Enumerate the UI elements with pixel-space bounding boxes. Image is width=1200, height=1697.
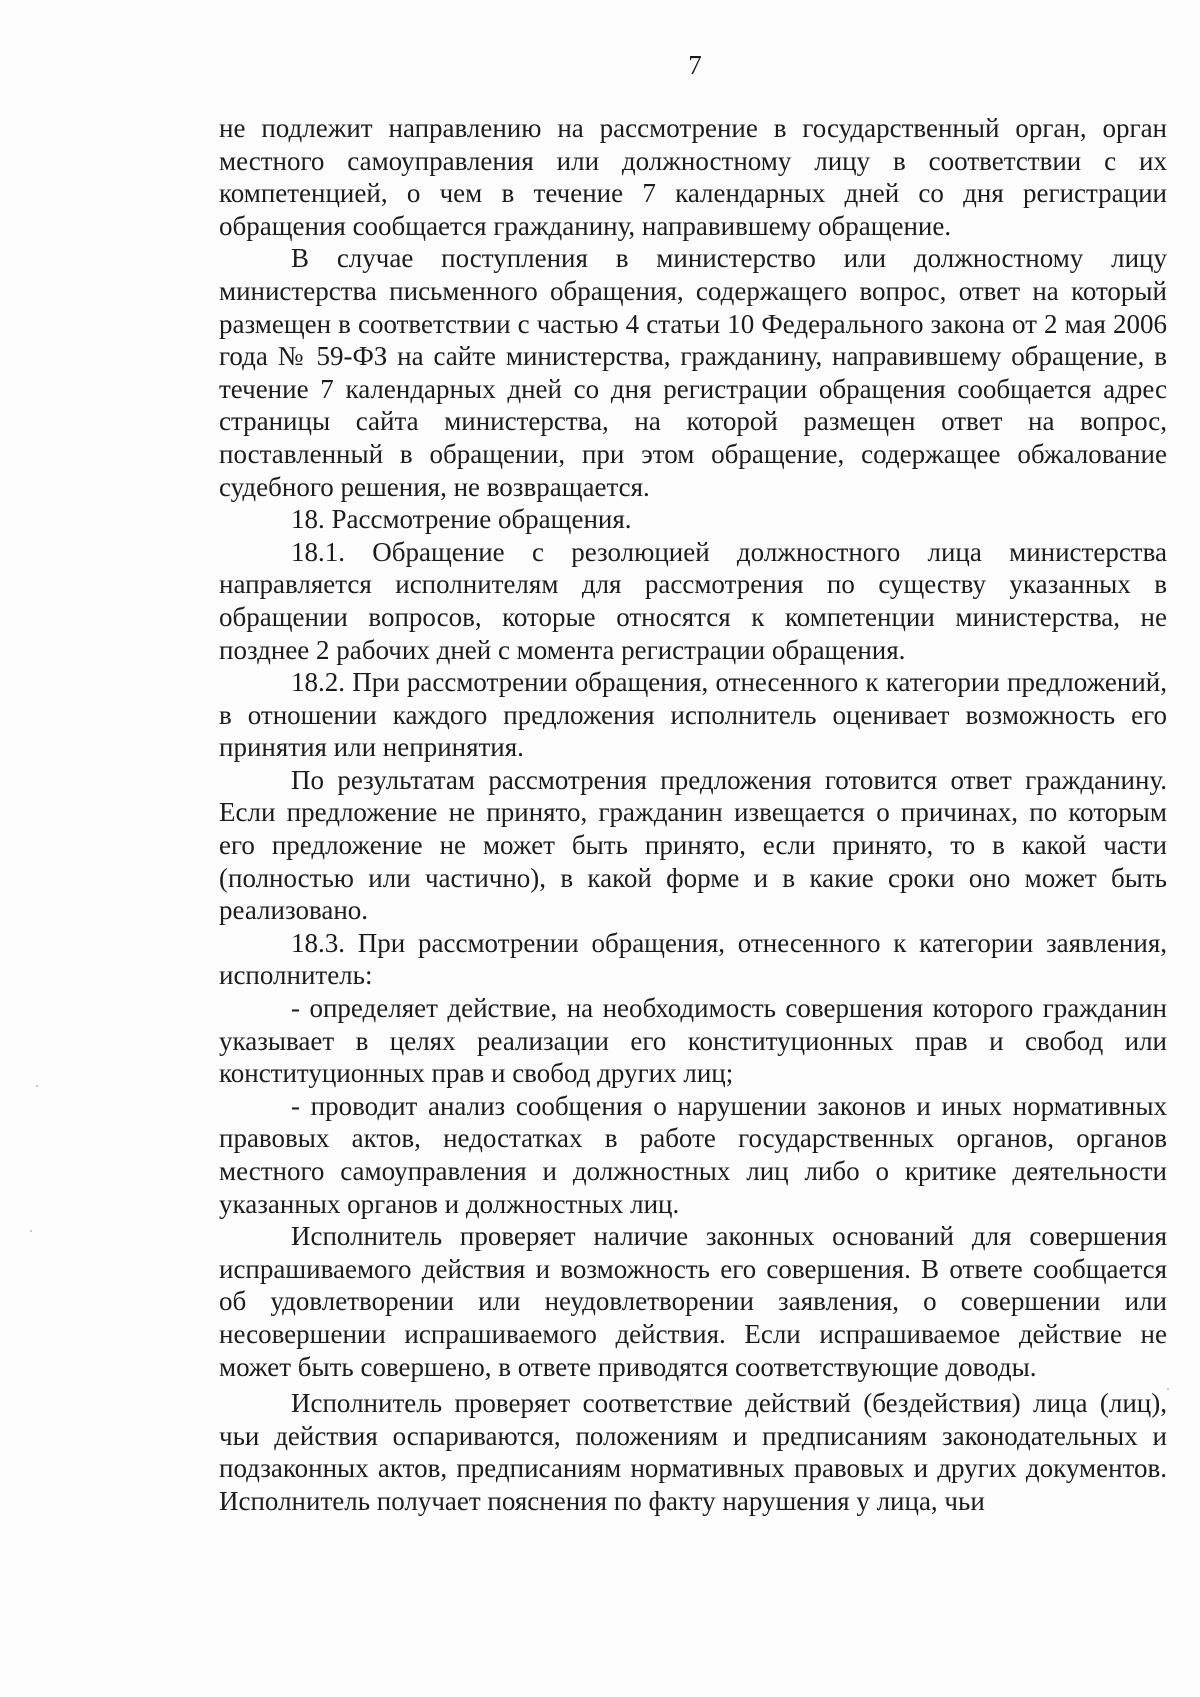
scan-speck (30, 1230, 32, 1232)
scan-speck (36, 1085, 38, 1087)
paragraph-18-1: 18.1. Обращение с резолюцией должностного лица министерства направляется исполнителям для рассмотрения по существу указанных в обращении вопросов, которые относятся к компетенции министерства, не позднее 2 рабочих дней с момента регистрации обращения. (219, 536, 1167, 665)
paragraph-compliance-check: Исполнитель проверяет соответствие действий (бездействия) лица (лиц), чьи действия оспариваются, положениям и предписаниям законодательных и подзаконных актов, предписаниям нормативных правовых и других документов. Исполнитель получает пояснения по факту нарушения у лица, чьи (219, 1388, 1167, 1516)
paragraph-legal-grounds: Исполнитель проверяет наличие законных оснований для совершения испрашиваемого действия и возможность его совершения. В ответе сообщается об удовлетворении или неудовлетворении заявления, о совершении или несовершении испрашиваемого действия. Если испрашиваемое действие не может быть совершено, в ответе приводятся соответствующие доводы. (219, 1221, 1167, 1382)
paragraph-proposal-results: По результатам рассмотрения предложения готовится ответ гражданину. Если предложение не принято, гражданин извещается о причинах, по которым его предложение не может быть принято, если принято, то в какой части (полностью или частично), в какой форме и в какие сроки оно может быть реализовано. (219, 764, 1167, 926)
paragraph-continuation: не подлежит направлению на рассмотрение в государственный орган, орган местного самоуправления или должностному лицу в соответствии с их компетенцией, о чем в течение 7 календарных дней со дня регистрации обращения сообщается гражданину, направившему обращение. (219, 113, 1167, 241)
paragraph-18-2: 18.2. При рассмотрении обращения, отнесенного к категории предложений, в отношении каждого предложения исполнитель оценивает возможность его принятия или непринятия. (219, 667, 1167, 763)
paragraph-18-3: 18.3. При рассмотрении обращения, отнесенного к категории заявления, исполнитель: (219, 927, 1167, 991)
paragraph-website-answer: В случае поступления в министерство или должностному лицу министерства письменного обращения, содержащего вопрос, ответ на который размещен в соответствии с частью 4 статьи 10 Федерального закона от 2 мая 2006 года № 59-ФЗ на сайте министерства, гражданину, направившему обращение, в течение 7 календарных дней со дня регистрации обращения сообщается адрес страницы сайта министерства, на которой размещен ответ на вопрос, поставленный в обращении, при этом обращение, содержащее обжалование судебного решения, не возвращается. (219, 243, 1167, 502)
document-body (219, 112, 1167, 1518)
list-item-analysis: - проводит анализ сообщения о нарушении законов и иных нормативных правовых актов, недостатках в работе государственных органов, органов местного самоуправления и должностных лиц либо о критике деятельности указанных органов и должностных лиц. (219, 1090, 1167, 1219)
page-number: 7 (688, 50, 702, 80)
section-heading-18: 18. Рассмотрение обращения. (291, 504, 632, 535)
scan-speck (1167, 1388, 1169, 1390)
list-item-determines-action: - определяет действие, на необходимость совершения которого гражданин указывает в целях реализации его конституционных прав и свобод или конституционных прав и свобод других лиц; (219, 993, 1167, 1089)
